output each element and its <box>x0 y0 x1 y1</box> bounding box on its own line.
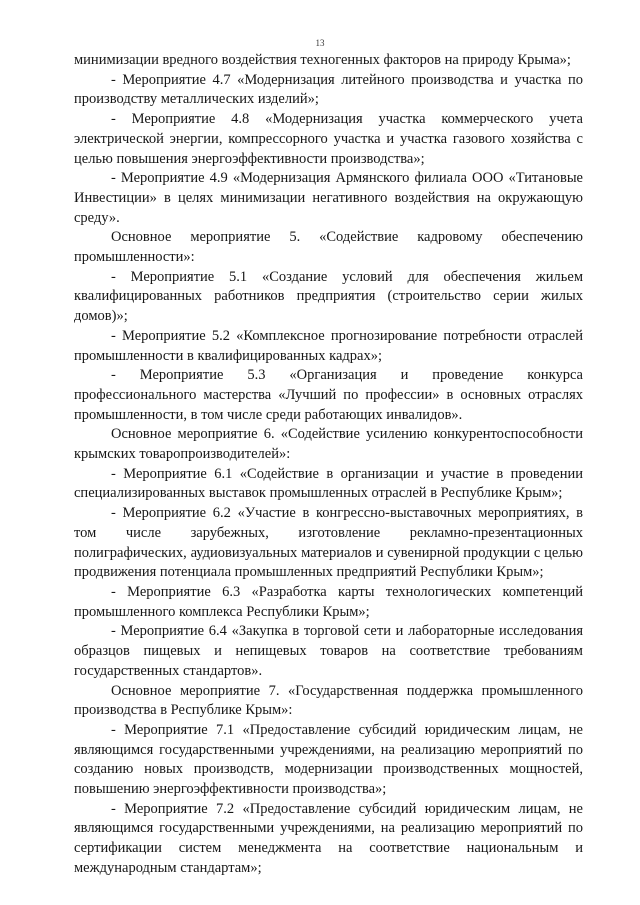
paragraph-1: минимизации вредного воздействия техногенных факторов на природу Крыма»; <box>74 52 571 68</box>
paragraph-12: - Мероприятие 6.3 «Разработка карты технологических компетенций промышленного комплекса Республики Крым»; <box>74 583 583 620</box>
paragraph-5: Основное мероприятие 5. «Содействие кадровому обеспечению промышленности»: <box>74 229 583 266</box>
paragraph-6: - Мероприятие 5.1 «Создание условий для обеспечения жильем квалифицированных работников предприятия (строительство серии жилых домов)»; <box>74 268 583 325</box>
page-number: 13 <box>315 38 325 48</box>
document-body <box>74 51 583 879</box>
paragraph-3: - Мероприятие 4.8 «Модернизация участка коммерческого учета электрической энергии, компрессорного участка и участка газового хозяйства с целью повышения энергоэффективности производства»; <box>74 111 583 167</box>
paragraph-9: Основное мероприятие 6. «Содействие усилению конкурентоспособности крымских товаропроизводителей»: <box>74 426 583 463</box>
paragraph-16: - Мероприятие 7.2 «Предоставление субсидий юридическим лицам, не являющимся государственными учреждениями, на реализацию мероприятий по сертификации систем менеджмента на соответствие национальным и международным стандартам»; <box>74 800 583 876</box>
paragraph-11: - Мероприятие 6.2 «Участие в конгрессно-выставочных мероприятиях, в том числе зарубежных, изготовление рекламно-презентационных полиграфических, аудиовизуальных материалов и сувенирной продукции с целью продвижения потенциала промышленных предприятий Республики Крым»; <box>74 505 583 581</box>
paragraph-13: - Мероприятие 6.4 «Закупка в торговой сети и лабораторные исследования образцов пищевых и непищевых товаров на соответствие требованиям государственных стандартов». <box>74 623 583 679</box>
paragraph-7: - Мероприятие 5.2 «Комплексное прогнозирование потребности отраслей промышленности в квалифицированных кадрах»; <box>74 327 583 364</box>
paragraph-10: - Мероприятие 6.1 «Содействие в организации и участие в проведении специализированных выставок промышленных отраслей в Республике Крым»; <box>74 465 583 502</box>
paragraph-8: - Мероприятие 5.3 «Организация и проведение конкурса профессионального мастерства «Лучший по профессии» в основных отраслях промышленности, в том числе среди работающих инвалидов». <box>74 367 583 423</box>
paragraph-14: Основное мероприятие 7. «Государственная поддержка промышленного производства в Республике Крым»: <box>74 682 583 719</box>
paragraph-4: - Мероприятие 4.9 «Модернизация Армянского филиала ООО «Титановые Инвестиции» в целях минимизации негативного воздействия на окружающую среду». <box>74 170 583 226</box>
paragraph-15: - Мероприятие 7.1 «Предоставление субсидий юридическим лицам, не являющимся государственными учреждениями, на реализацию мероприятий по созданию новых производств, модернизации производственных мощностей, повышению энергоэффективности производства»; <box>74 721 583 798</box>
paragraph-2: - Мероприятие 4.7 «Модернизация литейного производства и участка по производству металлических изделий»; <box>74 71 583 108</box>
